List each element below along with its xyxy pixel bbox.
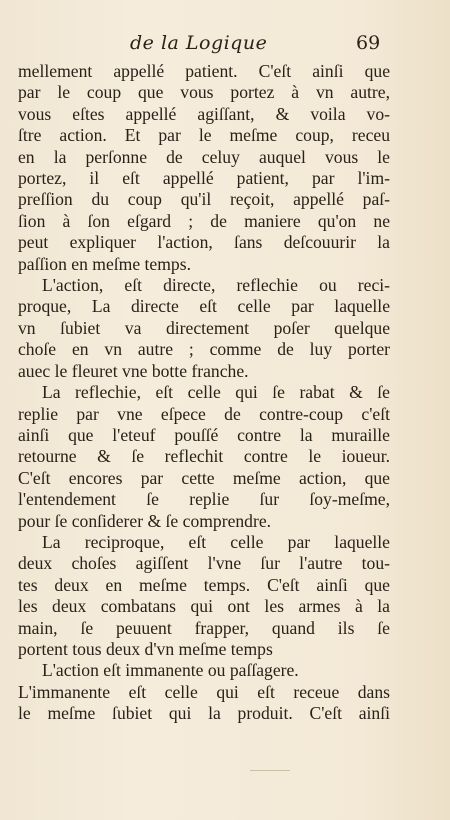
text-line: auec le fleuret vne botte franche. [18,360,249,381]
text-line: vn ſubiet va directement poſer quelque [18,317,390,338]
text-line: La reciproque, eſt celle par laquelle [42,531,390,552]
text-line: L'action eſt immanente ou paſſagere. [42,660,299,681]
text-line: L'action, eſt directe, reflechie ou reci- [42,275,390,296]
text-line: retourne & ſe reflechit contre le ioueur. [18,446,390,467]
text-line: replie par vne eſpece de contre-coup c'eſt [18,403,390,424]
text-line: preſſion du coup qu'il reçoit, appellé paſ- [18,189,390,210]
page-rule [250,770,290,771]
text-line: pour ſe conſiderer & ſe comprendre. [18,510,272,531]
running-head: de la Logique [130,32,268,54]
text-line: main, ſe peuuent frapper, quand ils ſe [18,617,390,638]
text-line: C'eſt encores par cette meſme action, que [18,467,390,488]
text-line: proque, La directe eſt celle par laquelle [18,296,390,317]
text-line: ſtre action. Et par le meſme coup, receu [18,125,390,146]
text-line: ainſi que l'eteuf pouſſé contre la muraille [18,424,390,445]
text-line: en la perſonne de celuy auquel vous le [18,146,390,167]
text-line: portent tous deux d'vn meſme temps [18,638,273,659]
text-line: tes deux en meſme temps. C'eſt ainſi que [18,574,390,595]
text-line: le meſme ſubiet qui la produit. C'eſt ainſi [18,703,390,724]
text-line: peut expliquer l'action, ſans deſcouurir la [18,232,390,253]
text-line: paſſion en meſme temps. [18,253,191,274]
text-line: ſion à ſon eſgard ; de maniere qu'on ne [18,210,390,231]
text-line: portez, il eſt appellé patient, par l'im- [18,168,390,189]
page-header [0,32,450,60]
page-number: 69 [356,32,381,54]
text-line: mellement appellé patient. C'eſt ainſi que [18,61,390,81]
body-text [18,61,390,725]
text-line: les deux combatans qui ont les armes à la [18,596,390,617]
text-line: L'immanente eſt celle qui eſt receue dans [18,681,390,702]
text-line: La reflechie, eſt celle qui ſe rabat & ſe [42,382,390,403]
text-line: l'entendement ſe replie ſur ſoy-meſme, [18,489,390,510]
text-line: vous eſtes appellé agiſſant, & voila vo- [18,103,390,124]
text-line: deux choſes agiſſent l'vne ſur l'autre tou- [18,553,390,574]
text-line: choſe en vn autre ; comme de luy porter [18,339,390,360]
text-line: par le coup que vous portez à vn autre, [18,82,390,103]
